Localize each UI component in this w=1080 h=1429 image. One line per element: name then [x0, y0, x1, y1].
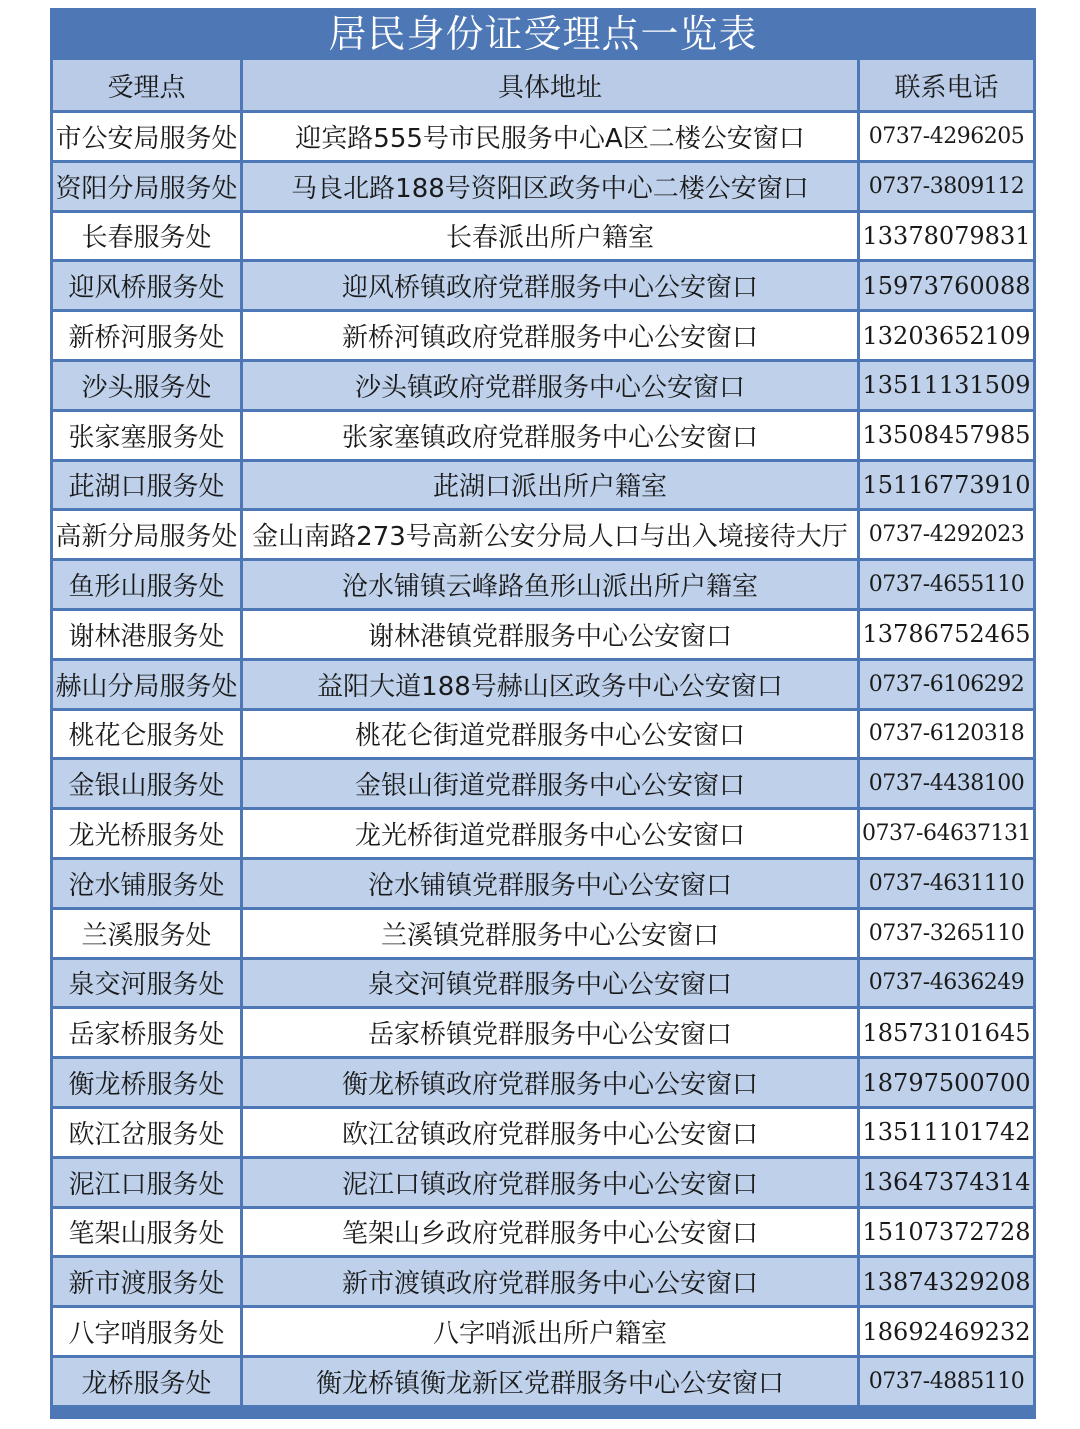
office-name-cell: 岳家桥服务处	[50, 1009, 243, 1059]
office-name-cell: 张家塞服务处	[50, 412, 243, 462]
office-name-cell: 笔架山服务处	[50, 1209, 243, 1259]
phone-cell: 0737-4885110	[860, 1358, 1036, 1408]
table-row	[50, 561, 1036, 611]
address-cell: 沧水铺镇云峰路鱼形山派出所户籍室	[243, 561, 860, 611]
address-cell: 茈湖口派出所户籍室	[243, 462, 860, 512]
office-name-cell: 资阳分局服务处	[50, 163, 243, 213]
table-row	[50, 1159, 1036, 1209]
office-name-cell: 桃花仑服务处	[50, 711, 243, 761]
header-phone: 联系电话	[860, 60, 1036, 113]
phone-cell: 0737-4631110	[860, 860, 1036, 910]
table-row	[50, 213, 1036, 263]
table-row	[50, 362, 1036, 412]
phone-cell: 0737-6120318	[860, 711, 1036, 761]
office-name-cell: 兰溪服务处	[50, 910, 243, 960]
office-name-cell: 新桥河服务处	[50, 312, 243, 362]
office-name-cell: 高新分局服务处	[50, 511, 243, 561]
office-list-table	[50, 60, 1036, 1408]
address-cell: 马良北路188号资阳区政务中心二楼公安窗口	[243, 163, 860, 213]
phone-cell: 0737-64637131	[860, 810, 1036, 860]
office-name-cell: 迎风桥服务处	[50, 262, 243, 312]
phone-cell: 0737-4438100	[860, 760, 1036, 810]
office-name-cell: 沙头服务处	[50, 362, 243, 412]
address-cell: 衡龙桥镇衡龙新区党群服务中心公安窗口	[243, 1358, 860, 1408]
address-cell: 桃花仑街道党群服务中心公安窗口	[243, 711, 860, 761]
table-row	[50, 312, 1036, 362]
table-row	[50, 462, 1036, 512]
address-cell: 八字哨派出所户籍室	[243, 1308, 860, 1358]
table-row	[50, 1009, 1036, 1059]
address-cell: 金山南路273号高新公安分局人口与出入境接待大厅	[243, 511, 860, 561]
office-name-cell: 沧水铺服务处	[50, 860, 243, 910]
office-name-cell: 欧江岔服务处	[50, 1109, 243, 1159]
address-cell: 笔架山乡政府党群服务中心公安窗口	[243, 1209, 860, 1259]
office-name-cell: 衡龙桥服务处	[50, 1059, 243, 1109]
table-row	[50, 1358, 1036, 1408]
table-row	[50, 960, 1036, 1010]
phone-cell: 13203652109	[860, 312, 1036, 362]
table-row	[50, 1059, 1036, 1109]
address-cell: 泉交河镇党群服务中心公安窗口	[243, 960, 860, 1010]
phone-cell: 0737-4296205	[860, 113, 1036, 163]
office-name-cell: 长春服务处	[50, 213, 243, 263]
phone-cell: 0737-4655110	[860, 561, 1036, 611]
address-cell: 新桥河镇政府党群服务中心公安窗口	[243, 312, 860, 362]
office-name-cell: 八字哨服务处	[50, 1308, 243, 1358]
table-row	[50, 1308, 1036, 1358]
address-cell: 龙光桥街道党群服务中心公安窗口	[243, 810, 860, 860]
table-row	[50, 760, 1036, 810]
office-name-cell: 龙桥服务处	[50, 1358, 243, 1408]
table-row	[50, 1209, 1036, 1259]
address-cell: 沧水铺镇党群服务中心公安窗口	[243, 860, 860, 910]
phone-cell: 18692469232	[860, 1308, 1036, 1358]
address-cell: 张家塞镇政府党群服务中心公安窗口	[243, 412, 860, 462]
table-row	[50, 711, 1036, 761]
header-row	[50, 60, 1036, 113]
address-cell: 兰溪镇党群服务中心公安窗口	[243, 910, 860, 960]
table-row	[50, 163, 1036, 213]
table-title: 居民身份证受理点一览表	[328, 12, 758, 56]
phone-cell: 13511101742	[860, 1109, 1036, 1159]
address-cell: 谢林港镇党群服务中心公安窗口	[243, 611, 860, 661]
office-name-cell: 金银山服务处	[50, 760, 243, 810]
office-name-cell: 泉交河服务处	[50, 960, 243, 1010]
office-name-cell: 龙光桥服务处	[50, 810, 243, 860]
address-cell: 金银山街道党群服务中心公安窗口	[243, 760, 860, 810]
table-row	[50, 262, 1036, 312]
office-name-cell: 新市渡服务处	[50, 1258, 243, 1308]
table-row	[50, 113, 1036, 163]
header-address: 具体地址	[243, 60, 860, 113]
office-name-cell: 市公安局服务处	[50, 113, 243, 163]
address-cell: 沙头镇政府党群服务中心公安窗口	[243, 362, 860, 412]
phone-cell: 15973760088	[860, 262, 1036, 312]
table-row	[50, 860, 1036, 910]
phone-cell: 0737-4292023	[860, 511, 1036, 561]
table-row	[50, 661, 1036, 711]
phone-cell: 18573101645	[860, 1009, 1036, 1059]
office-name-cell: 茈湖口服务处	[50, 462, 243, 512]
phone-cell: 13378079831	[860, 213, 1036, 263]
phone-cell: 18797500700	[860, 1059, 1036, 1109]
office-name-cell: 谢林港服务处	[50, 611, 243, 661]
address-cell: 岳家桥镇党群服务中心公安窗口	[243, 1009, 860, 1059]
table-row	[50, 511, 1036, 561]
address-cell: 新市渡镇政府党群服务中心公安窗口	[243, 1258, 860, 1308]
table-row	[50, 1258, 1036, 1308]
id-card-office-table	[50, 8, 1036, 1419]
address-cell: 衡龙桥镇政府党群服务中心公安窗口	[243, 1059, 860, 1109]
phone-cell: 0737-4636249	[860, 960, 1036, 1010]
address-cell: 迎风桥镇政府党群服务中心公安窗口	[243, 262, 860, 312]
phone-cell: 13508457985	[860, 412, 1036, 462]
address-cell: 益阳大道188号赫山区政务中心公安窗口	[243, 661, 860, 711]
phone-cell: 15107372728	[860, 1209, 1036, 1259]
table-row	[50, 412, 1036, 462]
phone-cell: 0737-6106292	[860, 661, 1036, 711]
phone-cell: 0737-3809112	[860, 163, 1036, 213]
header-office: 受理点	[50, 60, 243, 113]
phone-cell: 13786752465	[860, 611, 1036, 661]
office-name-cell: 赫山分局服务处	[50, 661, 243, 711]
phone-cell: 15116773910	[860, 462, 1036, 512]
table-row	[50, 810, 1036, 860]
address-cell: 泥江口镇政府党群服务中心公安窗口	[243, 1159, 860, 1209]
address-cell: 迎宾路555号市民服务中心A区二楼公安窗口	[243, 113, 860, 163]
address-cell: 欧江岔镇政府党群服务中心公安窗口	[243, 1109, 860, 1159]
phone-cell: 0737-3265110	[860, 910, 1036, 960]
phone-cell: 13874329208	[860, 1258, 1036, 1308]
office-name-cell: 鱼形山服务处	[50, 561, 243, 611]
phone-cell: 13647374314	[860, 1159, 1036, 1209]
table-row	[50, 1109, 1036, 1159]
table-row	[50, 611, 1036, 661]
table-row	[50, 910, 1036, 960]
phone-cell: 13511131509	[860, 362, 1036, 412]
address-cell: 长春派出所户籍室	[243, 213, 860, 263]
office-name-cell: 泥江口服务处	[50, 1159, 243, 1209]
